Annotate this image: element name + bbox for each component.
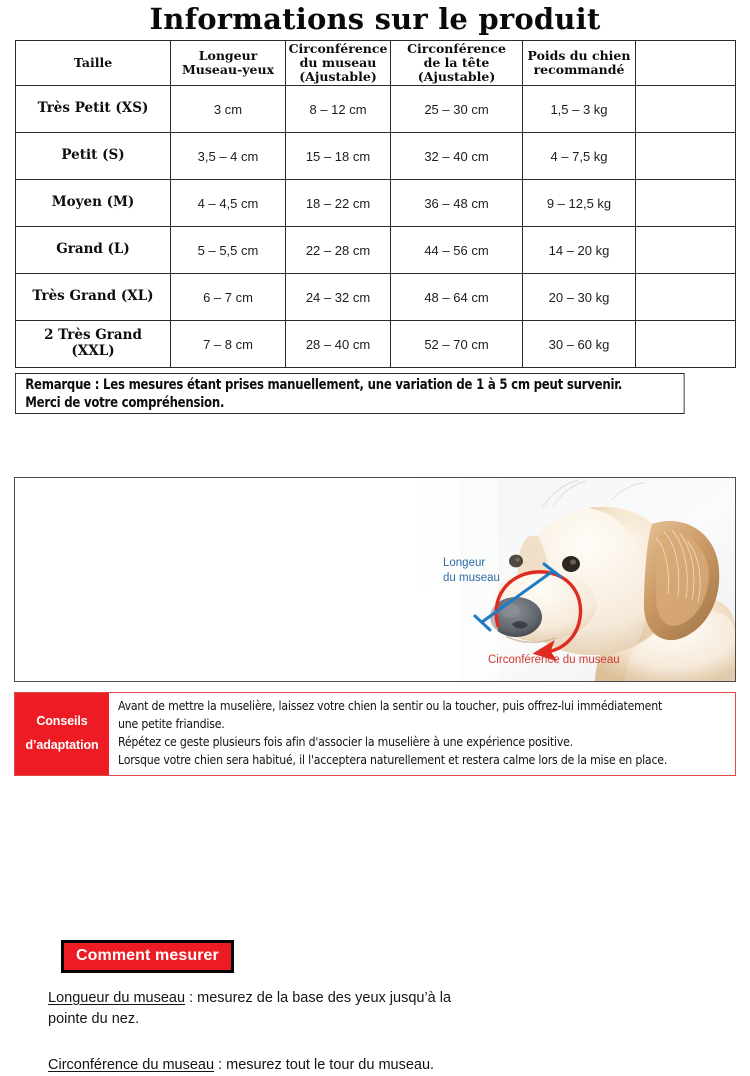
photo-annotation-muzzle-length: [443, 556, 500, 586]
table-row: [16, 180, 736, 227]
cell-weight: 20 – 30 kg: [523, 274, 636, 321]
col-header-head-circumference-label: Circonférence de la tête (Ajustable): [407, 41, 506, 84]
cell-size: Grand (L): [16, 227, 171, 274]
cell-head-circumference: 36 – 48 cm: [391, 180, 523, 227]
cell-muzzle-circumference: 15 – 18 cm: [286, 133, 391, 180]
photo-annotation-muzzle-length-line2: du museau: [443, 572, 500, 585]
cell-empty: [636, 86, 736, 133]
cell-muzzle-circumference: 18 – 22 cm: [286, 180, 391, 227]
cell-muzzle-length: 6 – 7 cm: [171, 274, 286, 321]
cell-head-circumference: 32 – 40 cm: [391, 133, 523, 180]
col-header-empty: [636, 41, 736, 86]
table-header-row: [16, 41, 736, 86]
table-row: [16, 321, 736, 368]
cell-muzzle-circumference: 22 – 28 cm: [286, 227, 391, 274]
adaptation-advice-tag-line1: Conseils: [36, 714, 88, 729]
cell-empty: [636, 321, 736, 368]
table-body: [16, 86, 736, 368]
cell-muzzle-length: 7 – 8 cm: [171, 321, 286, 368]
cell-size: Très Grand (XL): [16, 274, 171, 321]
adaptation-advice-text: [109, 693, 735, 775]
adaptation-advice-tag-line2: d’adaptation: [25, 738, 99, 752]
page-title: Informations sur le produit: [149, 2, 601, 36]
advice-line-1: Avant de mettre la muselière, laissez votre chien la sentir ou la toucher, puis offrez-lui immédiatement: [118, 699, 663, 713]
cell-size: Très Petit (XS): [16, 86, 171, 133]
cell-size: 2 Très Grand (XXL): [16, 321, 171, 368]
cell-muzzle-length: 3 cm: [171, 86, 286, 133]
size-chart-table: [15, 40, 736, 368]
advice-line-3: Répétez ce geste plusieurs fois afin d'associer la muselière à une expérience positive.: [118, 734, 573, 749]
cell-head-circumference: 52 – 70 cm: [391, 321, 523, 368]
cell-empty: [636, 227, 736, 274]
remark-line-1: Remarque : Les mesures étant prises manuellement, une variation de 1 à 5 cm peut survenir.: [25, 377, 623, 393]
cell-muzzle-length: 5 – 5,5 cm: [171, 227, 286, 274]
adaptation-advice-tag: [15, 693, 109, 775]
advice-line-2: une petite friandise.: [118, 716, 225, 731]
cell-weight: 30 – 60 kg: [523, 321, 636, 368]
instruction-muzzle-length-text: : mesurez de la base des yeux jusqu’à la pointe du nez.: [48, 990, 452, 1027]
how-to-measure-badge: Comment mesurer: [61, 940, 234, 973]
col-header-head-circumference: [391, 41, 523, 86]
instruction-muzzle-length-term: Longueur du museau: [48, 990, 186, 1006]
advice-line-4: Lorsque votre chien sera habitué, il l'acceptera naturellement et restera calme lors de la mise en place.: [118, 752, 668, 767]
how-to-measure-instructions: [48, 988, 468, 1076]
adaptation-advice-box: [14, 692, 736, 776]
cell-size: Moyen (M): [16, 180, 171, 227]
col-header-weight-label: Poids du chien recommandé: [527, 48, 631, 77]
photo-annotation-muzzle-length-line1: Longeur: [443, 557, 486, 569]
table-row: [16, 227, 736, 274]
instruction-muzzle-circumference: [48, 1055, 468, 1076]
col-header-muzzle-length: [171, 41, 286, 86]
cell-weight: 4 – 7,5 kg: [523, 133, 636, 180]
cell-muzzle-circumference: 24 – 32 cm: [286, 274, 391, 321]
photo-annotation-muzzle-circumference: Circonférence du museau: [488, 654, 620, 666]
instruction-muzzle-circumference-term: Circonférence du museau: [48, 1057, 215, 1074]
col-header-muzzle-circumference-label: Circonférence du museau (Ajustable): [288, 41, 388, 84]
remark-line-2: Merci de votre compréhension.: [25, 394, 225, 411]
cell-weight: 14 – 20 kg: [523, 227, 636, 274]
col-header-muzzle-circumference: [286, 41, 391, 86]
instruction-muzzle-circumference-text: : mesurez tout le tour du museau.: [214, 1057, 435, 1074]
cell-empty: [636, 133, 736, 180]
cell-empty: [636, 274, 736, 321]
cell-empty: [636, 180, 736, 227]
cell-muzzle-circumference: 28 – 40 cm: [286, 321, 391, 368]
col-header-taille-label: Taille: [73, 55, 113, 70]
cell-weight: 1,5 – 3 kg: [523, 86, 636, 133]
instruction-muzzle-length: [48, 988, 468, 1029]
col-header-taille: [16, 41, 171, 86]
col-header-weight: [523, 41, 636, 86]
cell-muzzle-length: 3,5 – 4 cm: [171, 133, 286, 180]
cell-size: Petit (S): [16, 133, 171, 180]
cell-muzzle-circumference: 8 – 12 cm: [286, 86, 391, 133]
dog-measurement-photo: [420, 478, 735, 681]
cell-head-circumference: 25 – 30 cm: [391, 86, 523, 133]
cell-muzzle-length: 4 – 4,5 cm: [171, 180, 286, 227]
cell-head-circumference: 48 – 64 cm: [391, 274, 523, 321]
table-row: [16, 86, 736, 133]
cell-weight: 9 – 12,5 kg: [523, 180, 636, 227]
col-header-muzzle-length-label: Longeur Museau-yeux: [181, 48, 275, 77]
cell-head-circumference: 44 – 56 cm: [391, 227, 523, 274]
table-row: [16, 274, 736, 321]
measurement-remark: [15, 373, 685, 414]
table-header: [16, 41, 736, 86]
table-row: [16, 133, 736, 180]
